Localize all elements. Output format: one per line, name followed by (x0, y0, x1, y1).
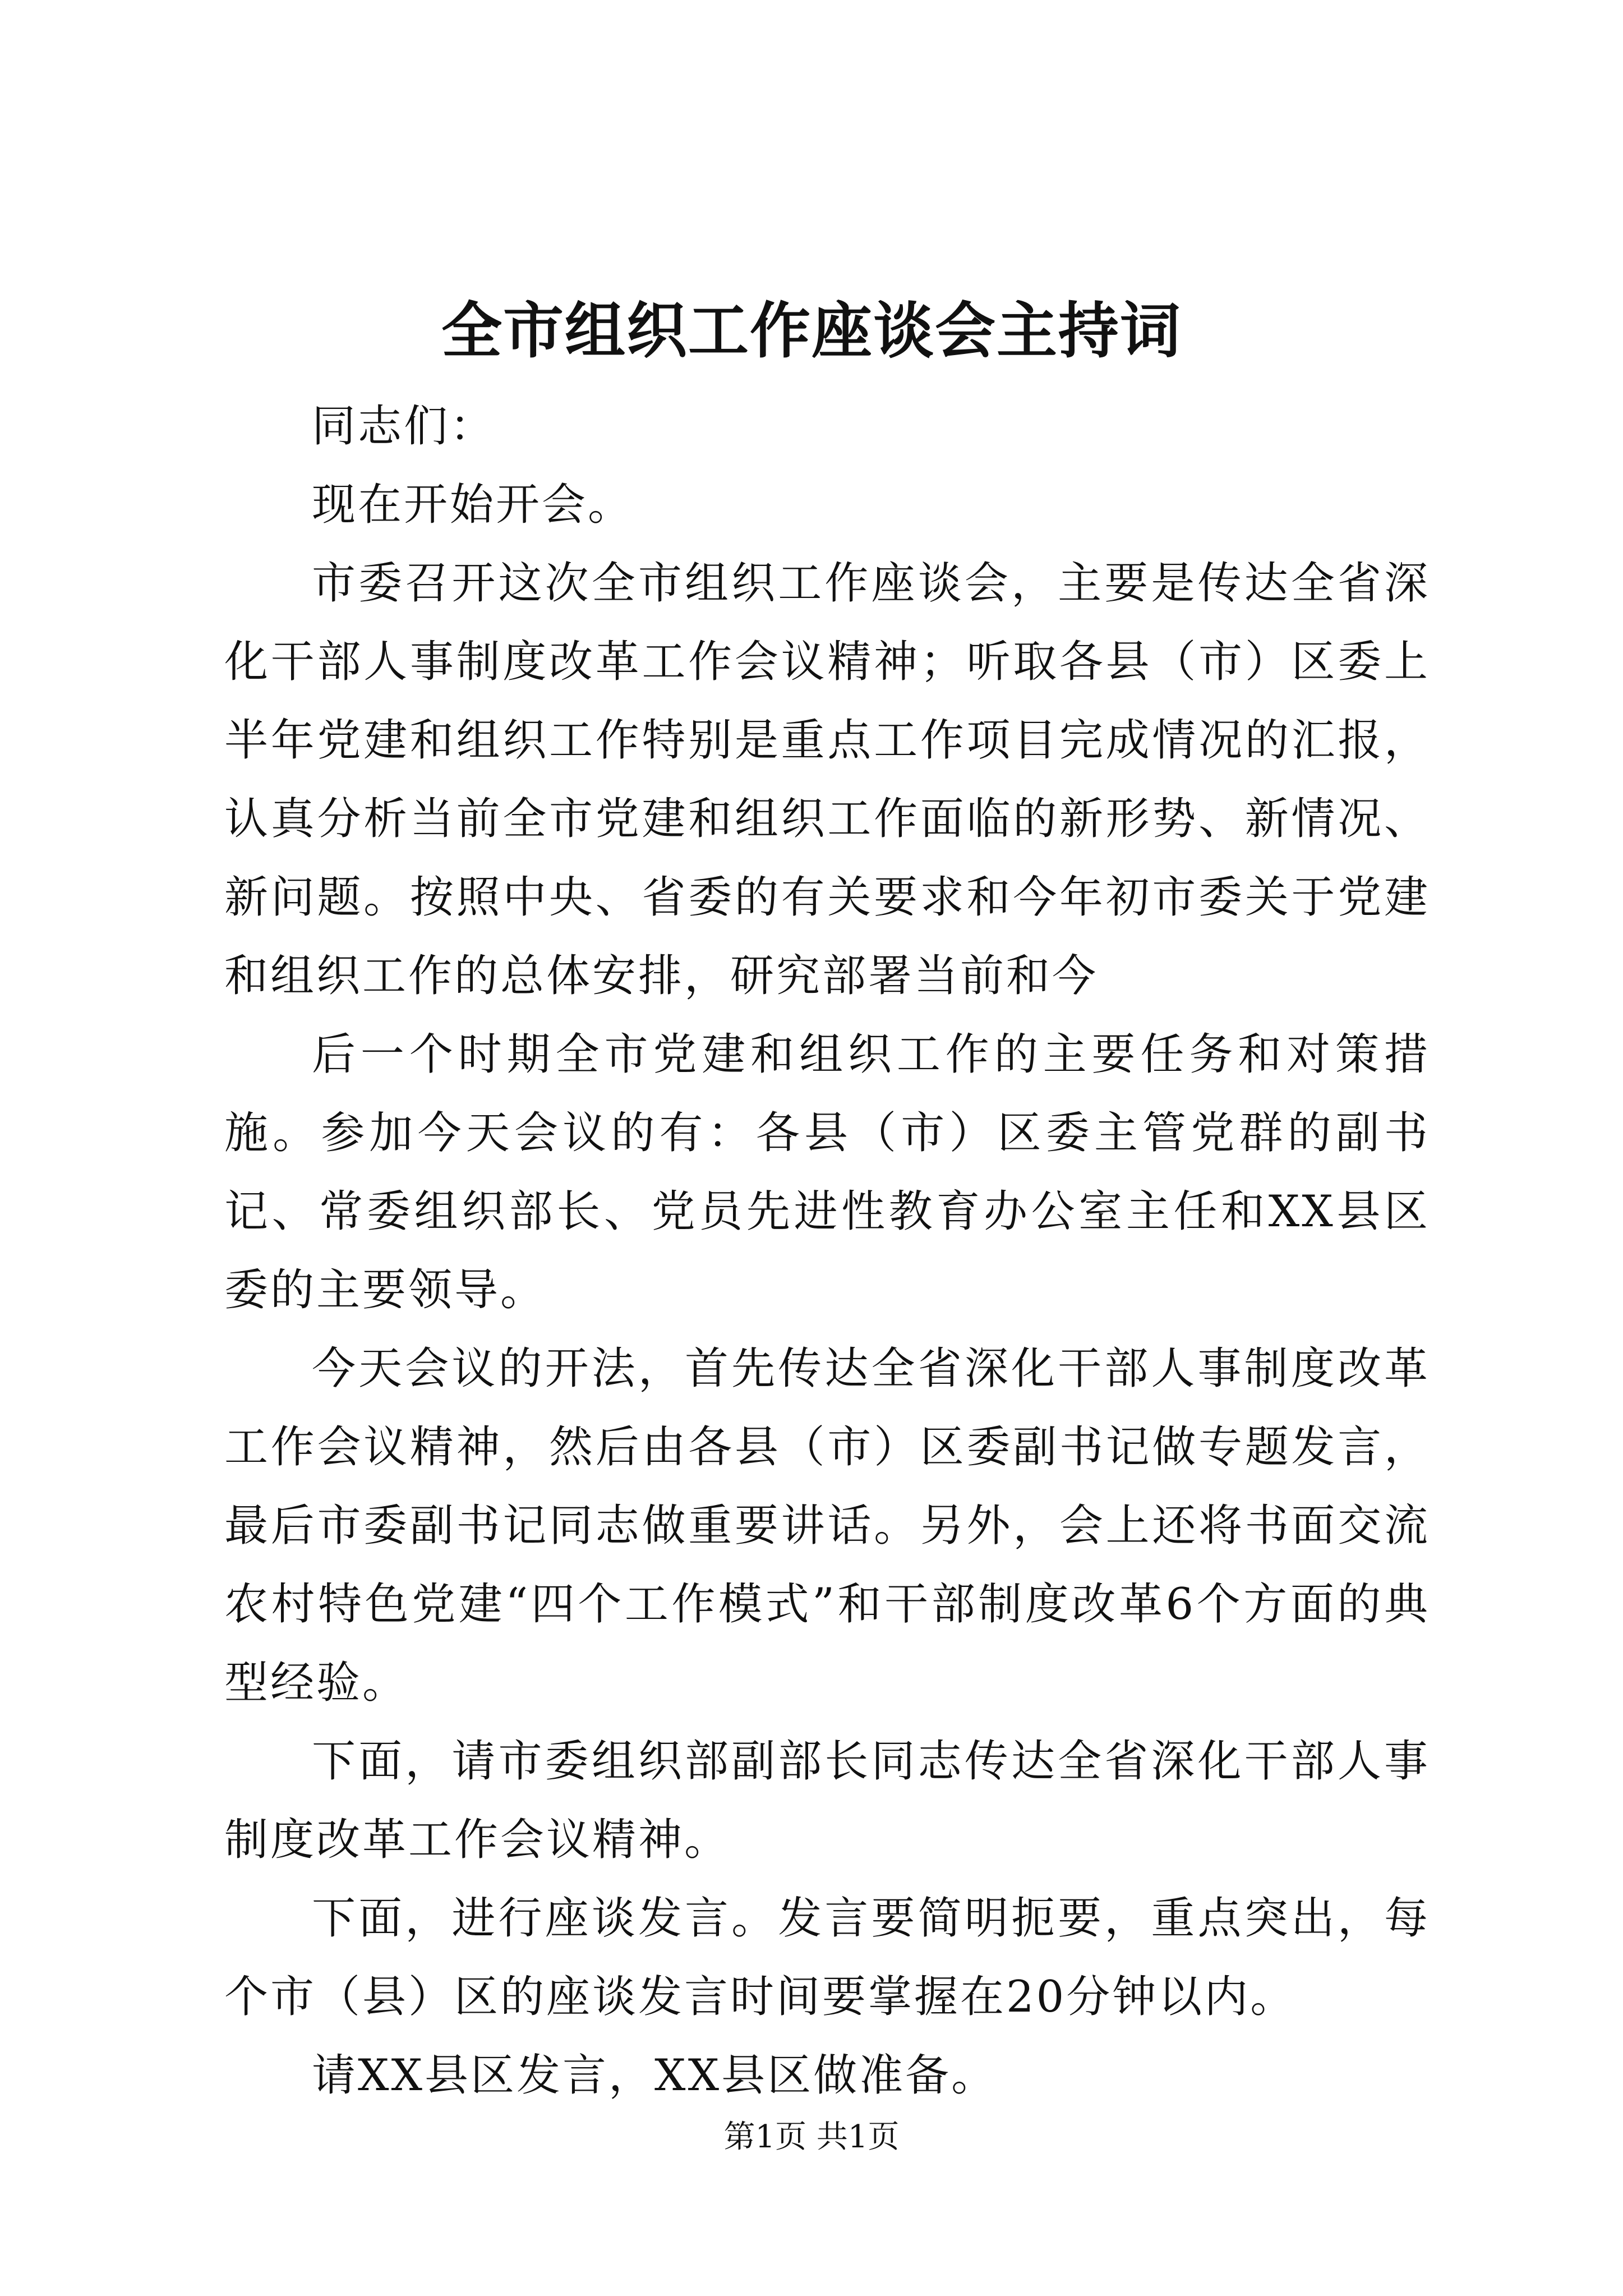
paragraph-opening: 现在开始开会。 (312, 480, 634, 530)
paragraph-agenda: 今天会议的开法，首先传达全省深化干部人事制度改革工作会议精神，然后由各县（市）区委副书记做专题发言，最后市委副书记同志做重要讲话。另外，会上还将书面交流农村特色党建“四个工作模式”和干部制度改革6个方面的典型经验。 (224, 1343, 1430, 1708)
document-title: 全市组织工作座谈会主持词 (441, 296, 1182, 366)
page-footer: 第1页 共1页 (723, 2119, 900, 2155)
paragraph-purpose: 市委召开这次全市组织工作座谈会，主要是传达全省深化干部人事制度改革工作会议精神；听取各县（市）区委上半年党建和组织工作特别是重点工作项目完成情况的汇报，认真分析当前全市党建和组织工作面临的新形势、新情况、新问题。按照中央、省委的有关要求和今年初市委关于党建和组织工作的总体安排，研究部署当前和今 (224, 558, 1430, 1001)
paragraph-greeting: 同志们： (312, 401, 496, 452)
paragraph-attendees: 后一个时期全市党建和组织工作的主要任务和对策措施。参加今天会议的有：各县（市）区委主管党群的副书记、常委组织部长、党员先进性教育办公室主任和XX县区委的主要领导。 (224, 1029, 1430, 1315)
paragraph-speaker: 请XX县区发言，XX县区做准备。 (312, 2050, 998, 2101)
paragraph-discussion: 下面，进行座谈发言。发言要简明扼要，重点突出，每个市（县）区的座谈发言时间要掌握在20分钟以内。 (224, 1893, 1430, 2022)
document-body (224, 387, 1430, 2115)
paragraph-transmit: 下面，请市委组织部副部长同志传达全省深化干部人事制度改革工作会议精神。 (224, 1736, 1430, 1865)
